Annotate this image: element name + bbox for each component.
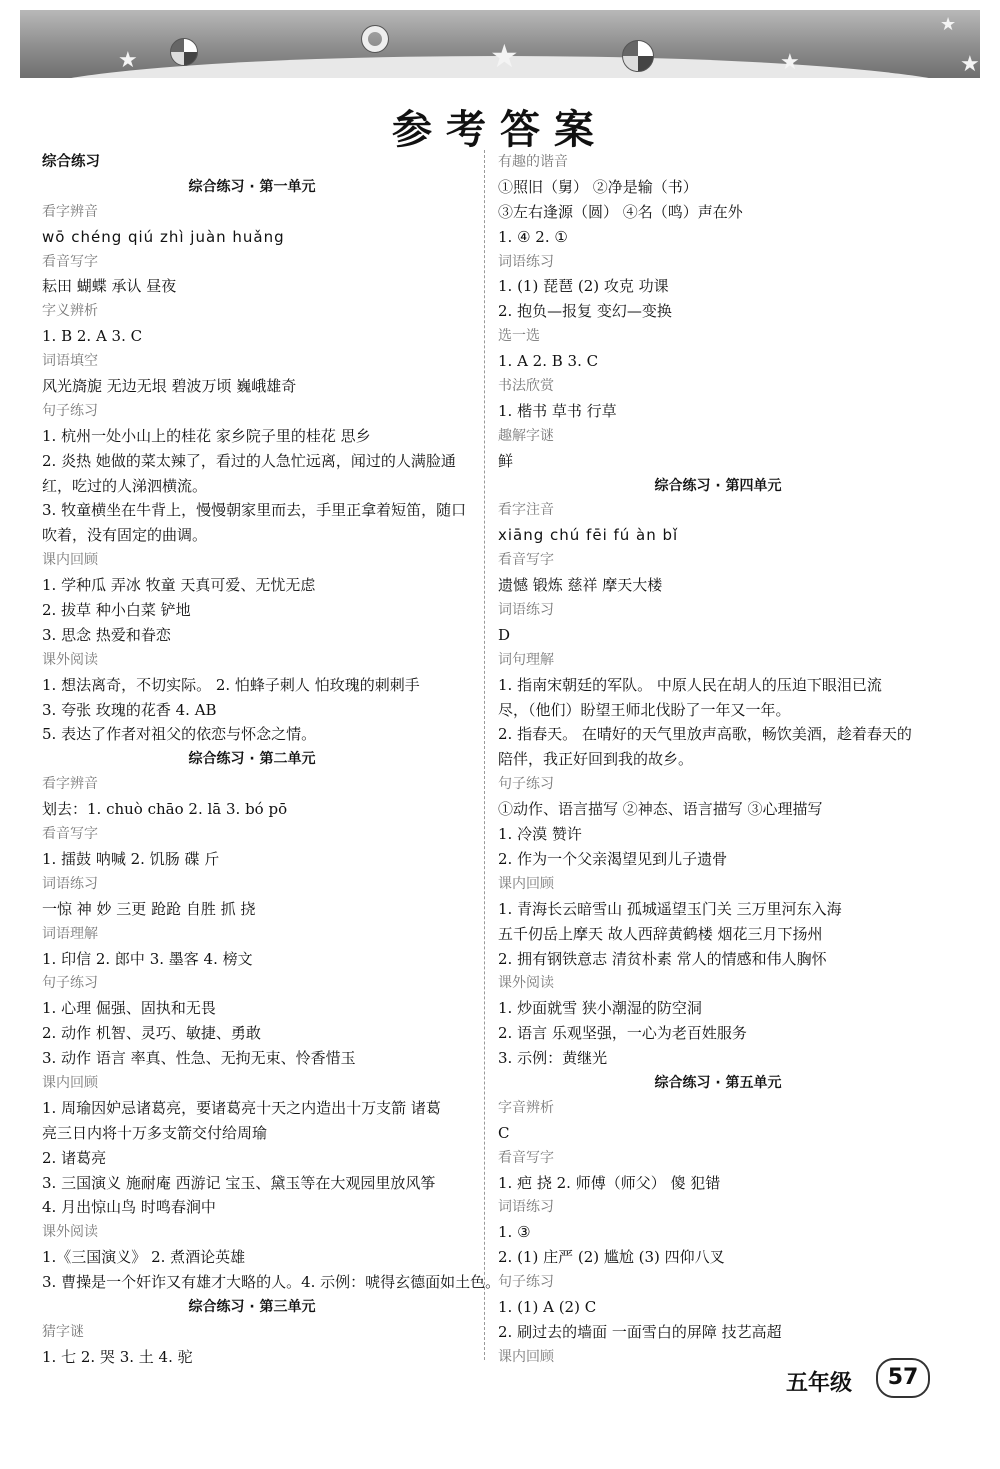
page-title: 参考答案 [392,107,608,153]
answer-line: 五千仞岳上摩天 故人西辞黄鹤楼 烟花三月下扬州 [498,924,823,943]
beach-ball-icon [622,40,654,72]
answer-line: 2. 作为一个父亲渴望见到儿子遗骨 [498,849,728,868]
answer-line: 1. 青海长云暗雪山 孤城遥望玉门关 三万里河东入海 [498,899,842,918]
exercise-label: 课外阅读 [498,975,554,992]
answer-line: 1. 指南宋朝廷的军队。 中原人民在胡人的压迫下眼泪已流 [498,675,882,694]
star-icon: ★ [940,14,957,35]
exercise-label: 看音写字 [42,826,98,843]
answer-line: 尽，（他们）盼望王师北伐盼了一年又一年。 [498,700,791,719]
answer-line: 2. 刷过去的墙面 一面雪白的屏障 技艺高超 [498,1322,782,1341]
unit-heading: 综合练习 · 第三单元 [188,1298,316,1315]
answer-line: 耘田 蝴蝶 承认 昼夜 [42,277,177,296]
exercise-label: 有趣的谐音 [498,154,568,170]
answer-line: 1. 学种瓜 弄冰 牧童 天真可爱、无忧无虑 [42,576,316,595]
answer-line: 2. 炎热 她做的菜太辣了，看过的人急忙远离，闻过的人满脸通 [42,451,456,470]
exercise-label: 课内回顾 [42,552,98,569]
star-icon: ★ [780,50,800,75]
answer-line: 1. 杭州一处小山上的桂花 家乡院子里的桂花 思乡 [42,426,371,445]
exercise-label: 趣解字谜 [498,427,554,444]
exercise-label: 字音辨析 [498,1099,554,1116]
answer-line: 5. 表达了作者对祖父的依恋与怀念之情。 [42,725,317,744]
answer-line: 3. 牧童横坐在牛背上，慢慢朝家里而去，手里正拿着短笛，随口 [42,501,467,520]
answer-line: 1. ③ [498,1223,531,1242]
answer-line: 1. 擂鼓 呐喊 2. 饥肠 碟 斤 [42,849,220,868]
answer-line: 1. (1) A (2) C [498,1297,597,1316]
header-banner [20,10,980,78]
pinyin-line: wō chéng qiú zhì juàn huǎng [42,227,285,246]
exercise-label: 猜字谜 [42,1323,84,1340]
section-heading: 综合练习 [42,154,100,170]
exercise-label: 看字辨音 [42,776,98,793]
answer-line: 3. 思念 热爱和眷恋 [42,625,171,644]
answer-line: 1. 疤 挠 2. 师傅（师父） 傻 犯错 [498,1173,721,1192]
answer-line: 3. 动作 语言 率真、性急、无拘无束、怜香惜玉 [42,1049,356,1068]
answer-line: 3. 曹操是一个奸诈又有雄才大略的人。4. 示例：唬得玄德面如土色。 [42,1273,501,1292]
exercise-label: 看音写字 [42,253,98,270]
answer-line: 1.《三国演义》 2. 煮酒论英雄 [42,1248,246,1267]
exercise-label: 看音写字 [498,552,554,569]
answer-line: 1. 心理 倔强、固执和无畏 [42,999,216,1018]
answer-line: 一惊 神 妙 三更 跄跄 自胜 抓 挠 [42,899,256,918]
answer-line: 红，吃过的人涕泗横流。 [42,476,208,495]
answer-line: 2. (1) 庄严 (2) 尴尬 (3) 四仰八叉 [498,1248,725,1267]
unit-heading: 综合练习 · 第一单元 [188,178,316,195]
answer-line: 2. 拥有钢铁意志 清贫朴素 常人的情感和伟人胸怀 [498,949,827,968]
answer-line: 鲜 [498,451,514,470]
exercise-label: 句子练习 [42,402,98,419]
answer-line: 1. B 2. A 3. C [42,327,143,346]
exercise-label: 课内回顾 [42,1074,98,1091]
unit-heading: 综合练习 · 第二单元 [188,751,316,768]
exercise-label: 课外阅读 [42,1224,98,1241]
exercise-label: 词语练习 [498,253,554,270]
exercise-label: 书法欣赏 [498,378,554,395]
answer-line: ③左右逢源（圆） ④名（鸣）声在外 [498,202,743,221]
exercise-label: 课外阅读 [42,651,98,668]
answer-line: 1. 冷漠 赞许 [498,825,582,844]
answer-line: 2. 语言 乐观坚强，一心为老百姓服务 [498,1024,747,1043]
answer-line: 吹着，没有固定的曲调。 [42,526,208,545]
page-number: 57 [876,1358,930,1398]
answer-line: 风光旖旎 无边无垠 碧波万顷 巍峨雄奇 [42,377,297,396]
exercise-label: 词语理解 [42,925,98,942]
exercise-label: 看字注音 [498,502,554,519]
exercise-label: 句子练习 [498,776,554,793]
exercise-label: 字义辨析 [42,303,98,320]
exercise-label: 词语填空 [42,353,98,370]
answer-line: 1. 周瑜因妒忌诸葛亮，要诸葛亮十天之内造出十万支箭 诸葛 [42,1098,441,1117]
answer-line: 2. 诸葛亮 [42,1148,107,1167]
star-icon: ★ [960,52,980,77]
answer-line: 4. 月出惊山鸟 时鸣春涧中 [42,1198,216,1217]
answer-line: 1. 楷书 草书 行草 [498,401,617,420]
answer-line: 3. 三国演义 施耐庵 西游记 宝玉、黛玉等在大观园里放风筝 [42,1173,436,1192]
pinyin-line: xiāng chú fēi fú àn bǐ [498,526,679,545]
answer-line: 亮三日内将十万多支箭交付给周瑜 [42,1123,268,1142]
swim-ring-icon [362,26,388,52]
exercise-label: 词语练习 [42,875,98,892]
answer-line: 1. ④ 2. ① [498,227,568,246]
answer-column-right [498,150,938,1370]
column-divider [484,150,485,1360]
answer-line: 2. 动作 机智、灵巧、敏捷、勇敢 [42,1024,261,1043]
answer-line: 3. 夸张 玫瑰的花香 4. AB [42,700,217,719]
answer-line: 陪伴，我正好回到我的故乡。 [498,750,694,769]
answer-line: 1. A 2. B 3. C [498,352,599,371]
exercise-label: 词语练习 [498,602,554,619]
answer-line: 划去：1. chuò chāo 2. lā 3. bó pō [42,800,288,819]
answer-line: 1. 想法离奇，不切实际。 2. 怕蜂子刺人 怕玫瑰的刺刺手 [42,675,420,694]
answer-line: 2. 指春天。 在晴好的天气里放声高歌，畅饮美酒，趁着春天的 [498,725,912,744]
answer-line: 3. 示例：黄继光 [498,1049,608,1068]
answer-line: 1. 印信 2. 郎中 3. 墨客 4. 榜文 [42,949,253,968]
grade-label: 五年级 [786,1371,853,1396]
answer-line: C [498,1123,510,1142]
exercise-label: 课内回顾 [498,1348,554,1365]
answer-line: 1. 七 2. 哭 3. 土 4. 驼 [42,1347,193,1366]
starfish-icon: ★ [490,37,519,75]
answer-line: ①动作、语言描写 ②神态、语言描写 ③心理描写 [498,800,823,819]
exercise-label: 句子练习 [42,975,98,992]
answer-line: D [498,625,511,644]
exercise-label: 词句理解 [498,651,554,668]
answer-line: 1. (1) 琵琶 (2) 攻克 功课 [498,277,669,296]
answer-column-left [42,150,501,1370]
answer-line: 2. 拔草 种小白菜 铲地 [42,601,191,620]
unit-heading: 综合练习 · 第五单元 [654,1074,782,1091]
exercise-label: 看字辨音 [42,203,98,220]
exercise-label: 句子练习 [498,1274,554,1291]
exercise-label: 选一选 [498,328,540,345]
star-icon: ★ [118,48,138,73]
answer-line: 1. 炒面就雪 狭小潮湿的防空洞 [498,999,702,1018]
answer-line: 遗憾 锻炼 慈祥 摩天大楼 [498,576,663,595]
exercise-label: 看音写字 [498,1149,554,1166]
exercise-label: 词语练习 [498,1199,554,1216]
exercise-label: 课内回顾 [498,875,554,892]
answer-line: 2. 抱负—报复 变幻—变换 [498,302,672,321]
answer-line: ①照旧（舅） ②净是输（书） [498,177,698,196]
beach-ball-icon [170,38,198,66]
unit-heading: 综合练习 · 第四单元 [654,477,782,494]
